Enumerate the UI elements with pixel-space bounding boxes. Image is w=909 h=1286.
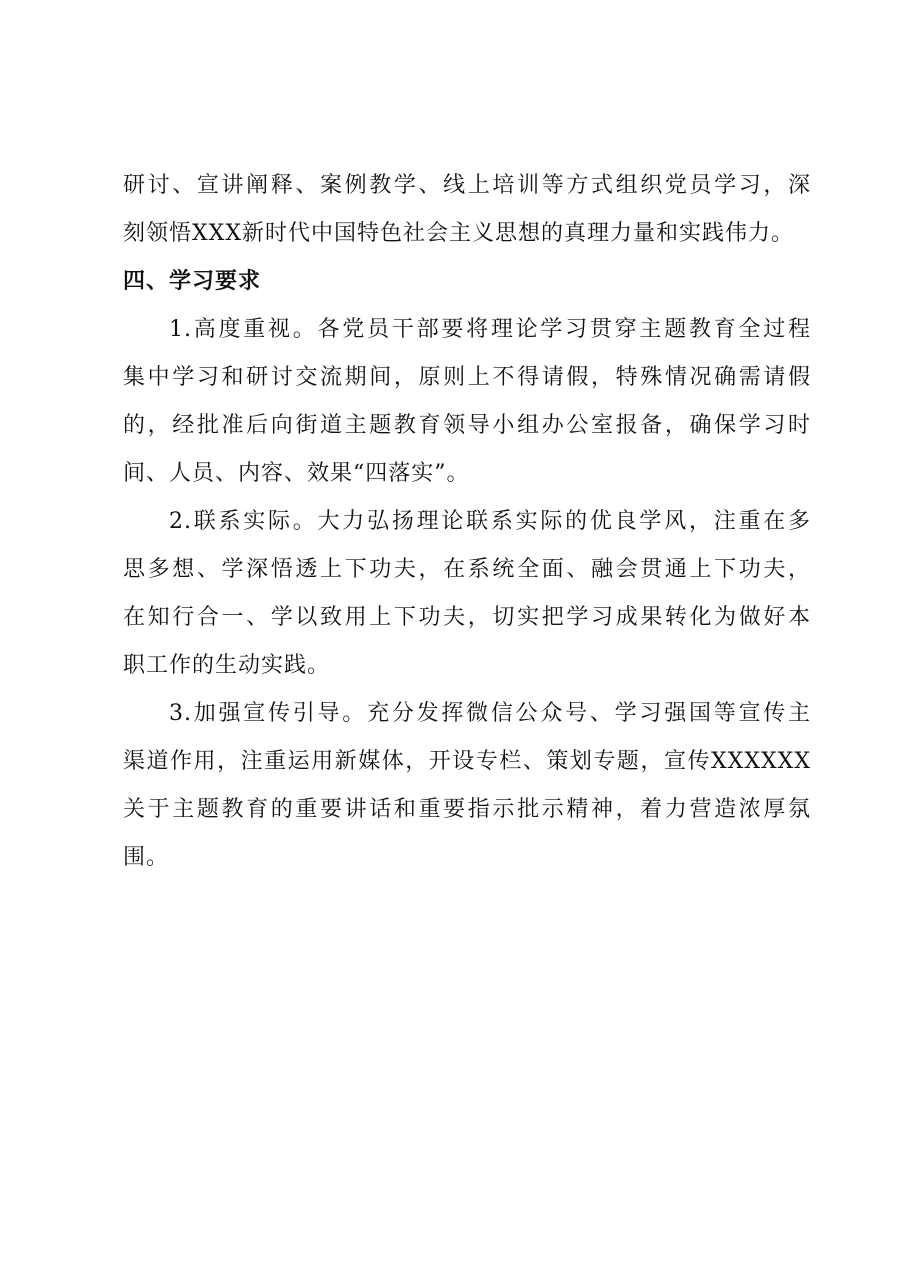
text-line: 刻领悟XXX新时代中国特色社会主义思想的真理力量和实践伟力。 (123, 221, 794, 246)
text-line: 在知行合一、学以致用上下功夫，切实把学习成果转化为做好本 (123, 605, 811, 630)
text-line: 围。 (123, 845, 170, 870)
text-line: 的，经批准后向街道主题教育领导小组办公室报备，确保学习时 (123, 413, 811, 438)
text-line: 3.加强宣传引导。充分发挥微信公众号、学习强国等宣传主 (169, 701, 811, 726)
text-line: 职工作的生动实践。 (123, 653, 331, 678)
section-heading: 四、学习要求 (123, 269, 262, 294)
text-line: 间、人员、内容、效果“四落实”。 (123, 461, 470, 486)
text-line: 研讨、宣讲阐释、案例教学、线上培训等方式组织党员学习，深 (123, 173, 811, 198)
document-body (123, 162, 811, 882)
text-line: 关于主题教育的重要讲话和重要指示批示精神，着力营造浓厚氛 (123, 797, 811, 822)
text-line: 集中学习和研讨交流期间，原则上不得请假，特殊情况确需请假 (123, 365, 811, 390)
text-line: 2.联系实际。大力弘扬理论联系实际的优良学风，注重在多 (169, 509, 811, 534)
text-line: 1.高度重视。各党员干部要将理论学习贯穿主题教育全过程 (169, 317, 811, 342)
item-2-paragraph (123, 498, 811, 690)
item-1-paragraph (123, 306, 811, 498)
intro-paragraph (123, 162, 811, 258)
text-line: 渠道作用，注重运用新媒体，开设专栏、策划专题，宣传XXXXXX (123, 749, 811, 774)
text-line: 思多想、学深悟透上下功夫，在系统全面、融会贯通上下功夫， (123, 557, 811, 582)
item-3-paragraph (123, 690, 811, 882)
